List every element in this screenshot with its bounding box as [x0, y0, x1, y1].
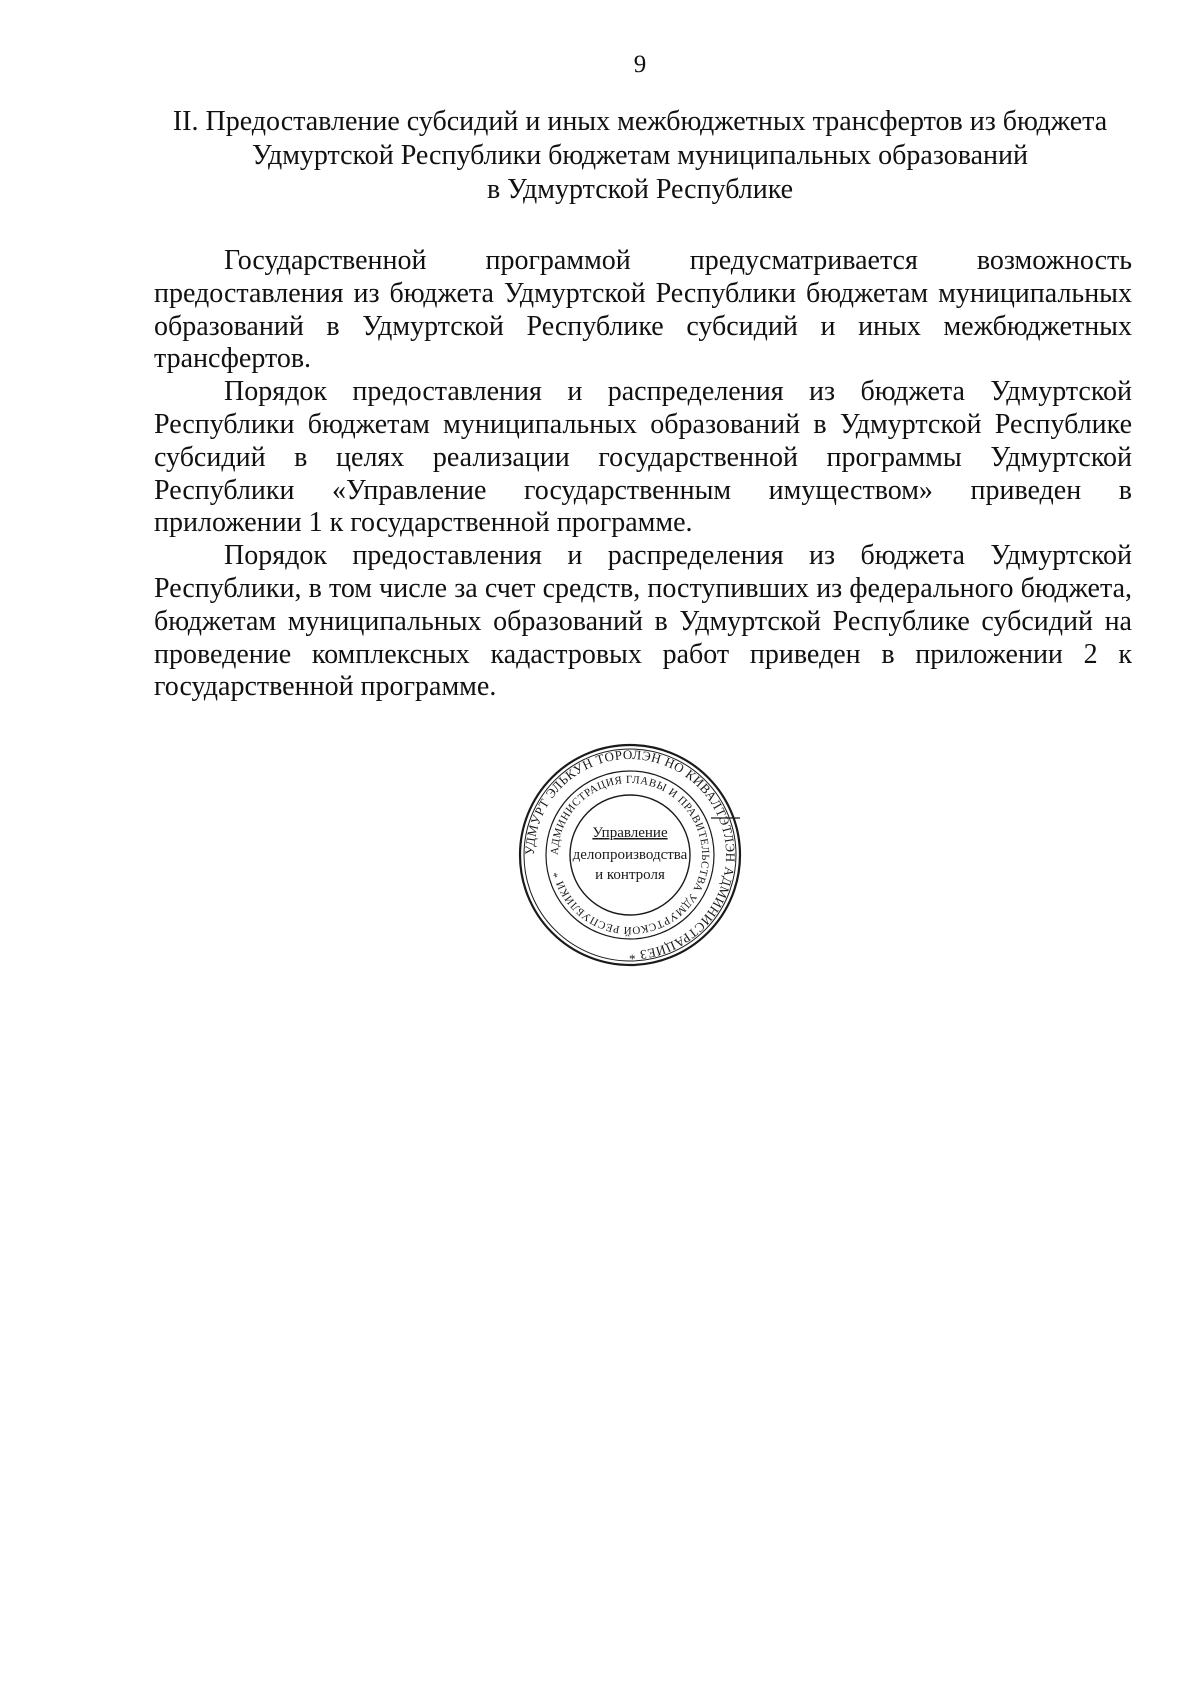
- paragraph-2: Порядок предоставления и распределения из бюджета Удмуртской Республики бюджетам муниципальных образований в Удмуртской Республике субсидий в целях реализации государственной программы Удмуртской Республики «Управление государственным имуществом» приведен в приложении 1 к государственной программе.: [154, 376, 1132, 539]
- body-text: [154, 245, 1132, 704]
- seal-graphic: [515, 740, 745, 970]
- section-title: [150, 105, 1130, 207]
- seal-outer-text: УДМУРТ ЭЛЬКУН ТОРОЛЭН НО КИВАЛТЭТЛЭН АДМИНИСТРАЦИЕЗ *: [521, 746, 739, 964]
- official-seal: [515, 740, 745, 970]
- section-title-line-1: II. Предоставление субсидий и иных межбюджетных трансфертов из бюджета: [172, 106, 1108, 137]
- section-title-line-3: в Удмуртской Республике: [486, 174, 794, 205]
- paragraph-1: Государственной программой предусматривается возможность предоставления из бюджета Удмуртской Республики бюджетам муниципальных образований в Удмуртской Республике субсидий и иных межбюджетных трансфертов.: [154, 245, 1132, 375]
- page-number: 9: [633, 51, 647, 78]
- section-title-line-2: Удмуртской Республики бюджетам муниципальных образований: [252, 140, 1028, 171]
- seal-center-line-1: Управление: [592, 825, 668, 841]
- seal-center-line-3: и контроля: [595, 867, 665, 883]
- paragraph-3: Порядок предоставления и распределения из бюджета Удмуртской Республики, в том числе за счет средств, поступивших из федерального бюджета, бюджетам муниципальных образований в Удмуртской Республике субсидий на проведение комплексных кадастровых работ приведен в приложении 2 к государственной программе.: [154, 540, 1132, 703]
- seal-inner-text: АДМИНИСТРАЦИЯ ГЛАВЫ И ПРАВИТЕЛЬСТВА УДМУРТСКОЙ РЕСПУБЛИКИ *: [548, 773, 712, 937]
- seal-center-line-2: делопроизводства: [572, 847, 688, 863]
